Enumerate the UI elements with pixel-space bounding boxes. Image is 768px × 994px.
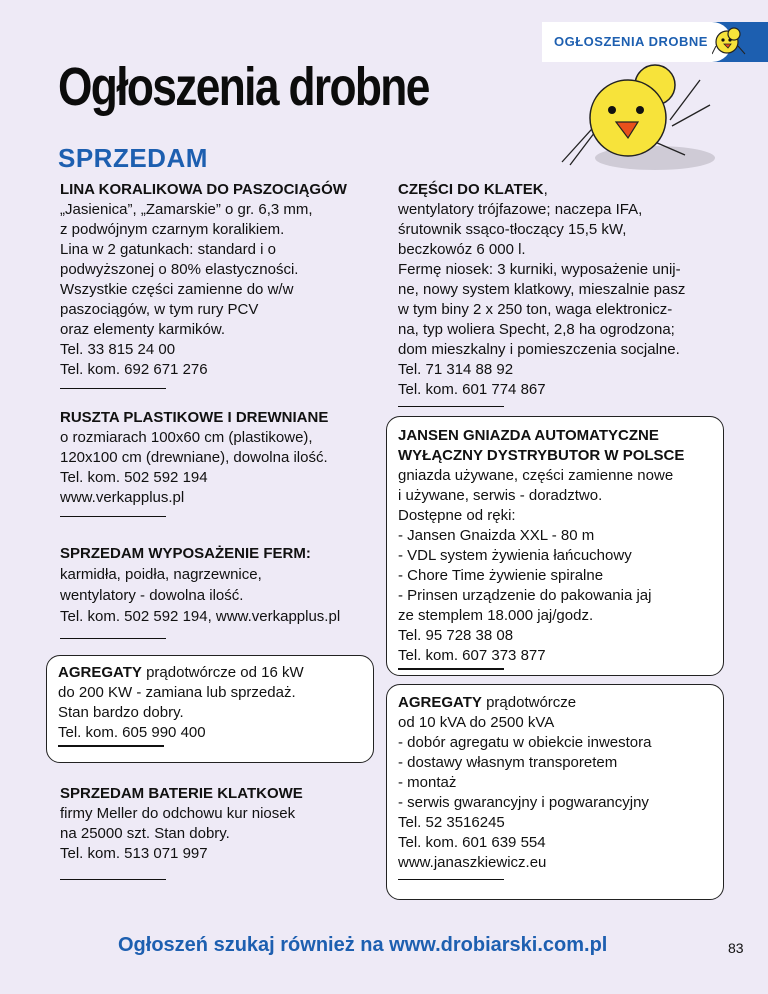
ad-line: Wszystkie części zamienne do w/w [60, 281, 294, 298]
ad-line: Dostępne od ręki: [398, 507, 516, 524]
ad-line: - serwis gwarancyjny i pogwarancyjny [398, 794, 649, 811]
ad-lina [60, 180, 380, 389]
ad-website-link[interactable]: www.janaszkiewicz.eu [398, 854, 547, 871]
ad-website-link[interactable]: www.verkapplus.pl [60, 489, 185, 506]
ad-line: oraz elementy karmików. [60, 321, 226, 338]
ad-line: i używane, serwis - doradztwo. [398, 487, 603, 504]
ad-line: na 25000 szt. Stan dobry. [60, 825, 230, 842]
divider [60, 388, 166, 389]
ad-heading: AGREGATY [58, 664, 142, 681]
ad-line: śrutownik ssąco-tłoczący 15,5 kW, [398, 221, 627, 238]
ad-line: dom mieszkalny i pomieszczenia socjalne. [398, 341, 680, 358]
ad-line: z podwójnym czarnym koralikiem. [60, 221, 285, 238]
divider [58, 745, 164, 747]
divider [60, 638, 166, 639]
ad-line: wentylatory - dowolna ilość. [60, 587, 244, 604]
ad-phone: Tel. kom. 601 774 867 [398, 381, 546, 398]
ad-line: od 10 kVA do 2500 kVA [398, 714, 555, 731]
ad-line: Fermę niosek: 3 kurniki, wyposażenie unij- [398, 261, 681, 278]
ad-line: - dostawy własnym transporetem [398, 754, 618, 771]
ad-line: - Jansen Gnaizda XXL - 80 m [398, 527, 595, 544]
ad-baterie [60, 784, 380, 880]
ad-line: ze stemplem 18.000 jaj/godz. [398, 607, 594, 624]
ad-agregaty-2 [398, 693, 716, 880]
ad-line: firmy Meller do odchowu kur niosek [60, 805, 296, 822]
ad-line: , [543, 181, 548, 198]
ad-heading: SPRZEDAM BATERIE KLATKOWE [60, 785, 303, 802]
ad-phone: Tel. kom. 605 990 400 [58, 724, 206, 741]
ad-phone: Tel. kom. 502 592 194, www.verkapplus.pl [60, 608, 341, 625]
ad-czesci [398, 180, 716, 407]
divider [60, 516, 166, 517]
ad-line: prądotwórcze [481, 694, 577, 711]
ad-line: Lina w 2 gatunkach: standard i o [60, 241, 276, 258]
ad-phone: Tel. kom. 607 373 877 [398, 647, 546, 664]
ad-line: karmidła, poidła, nagrzewnice, [60, 566, 262, 583]
ad-line: 120x100 cm (drewniane), dowolna ilość. [60, 449, 328, 466]
page-title: Ogłoszenia drobne [58, 57, 429, 117]
divider [398, 879, 504, 880]
ad-phone: Tel. 71 314 88 92 [398, 361, 514, 378]
ad-phone: Tel. kom. 502 592 194 [60, 469, 208, 486]
ad-line: prądotwórcze od 16 kW [141, 664, 304, 681]
ad-phone: Tel. 52 3516245 [398, 814, 505, 831]
ad-line: Stan bardzo dobry. [58, 704, 184, 721]
ad-heading: RUSZTA PLASTIKOWE I DREWNIANE [60, 409, 329, 426]
ad-phone: Tel. kom. 692 671 276 [60, 361, 208, 378]
ad-line: - Chore Time żywienie spiralne [398, 567, 604, 584]
ad-line: o rozmiarach 100x60 cm (plastikowe), [60, 429, 313, 446]
ad-line: beczkowóz 6 000 l. [398, 241, 526, 258]
ad-line: paszociągów, w tym rury PCV [60, 301, 259, 318]
ad-heading: SPRZEDAM WYPOSAŻENIE FERM: [60, 545, 311, 562]
ad-line: „Jasienica”, „Zamarskie” o gr. 6,3 mm, [60, 201, 313, 218]
ad-heading: JANSEN GNIAZDA AUTOMATYCZNE [398, 427, 659, 444]
ad-phone: Tel. 95 728 38 08 [398, 627, 514, 644]
ad-phone: Tel. 33 815 24 00 [60, 341, 176, 358]
footer-website-text: Ogłoszeń szukaj również na www.drobiarski.com.pl [118, 934, 608, 956]
section-heading-sprzedam: SPRZEDAM [58, 143, 208, 173]
ad-line: na, typ woliera Specht, 2,8 ha ogrodzona; [398, 321, 675, 338]
ad-heading: CZĘŚCI DO KLATEK [398, 181, 544, 198]
ad-wyposazenie [60, 543, 380, 639]
ad-line: gniazda używane, części zamienne nowe [398, 467, 674, 484]
ad-jansen [398, 426, 716, 670]
divider [398, 406, 504, 407]
ad-agregaty-1 [58, 663, 368, 747]
ad-line: w tym biny 2 x 250 ton, waga elektronicz- [398, 301, 673, 318]
ad-line: - dobór agregatu w obiekcie inwestora [398, 734, 652, 751]
ad-heading: WYŁĄCZNY DYSTRYBUTOR W POLSCE [398, 447, 685, 464]
page-number: 83 [728, 940, 744, 956]
ad-line: ne, nowy system klatkowy, mieszalnie pasz [398, 281, 686, 298]
ad-line: do 200 KW - zamiana lub sprzedaż. [58, 684, 296, 701]
ad-line: - montaż [398, 774, 457, 791]
ad-heading: LINA KORALIKOWA DO PASZOCIĄGÓW [60, 181, 347, 198]
ad-phone: Tel. kom. 601 639 554 [398, 834, 546, 851]
ad-line: - Prinsen urządzenie do pakowania jaj [398, 587, 652, 604]
ad-line: wentylatory trójfazowe; naczepa IFA, [398, 201, 643, 218]
divider [60, 879, 166, 880]
ad-heading: AGREGATY [398, 694, 482, 711]
ad-ruszta [60, 408, 380, 517]
divider [398, 668, 504, 670]
ad-line: podwyższonej o 80% elastyczności. [60, 261, 299, 278]
chick-illustration [560, 50, 730, 175]
ad-line: - VDL system żywienia łańcuchowy [398, 547, 632, 564]
ad-phone: Tel. kom. 513 071 997 [60, 845, 208, 862]
section-label: OGŁOSZENIA DROBNE [554, 34, 708, 49]
